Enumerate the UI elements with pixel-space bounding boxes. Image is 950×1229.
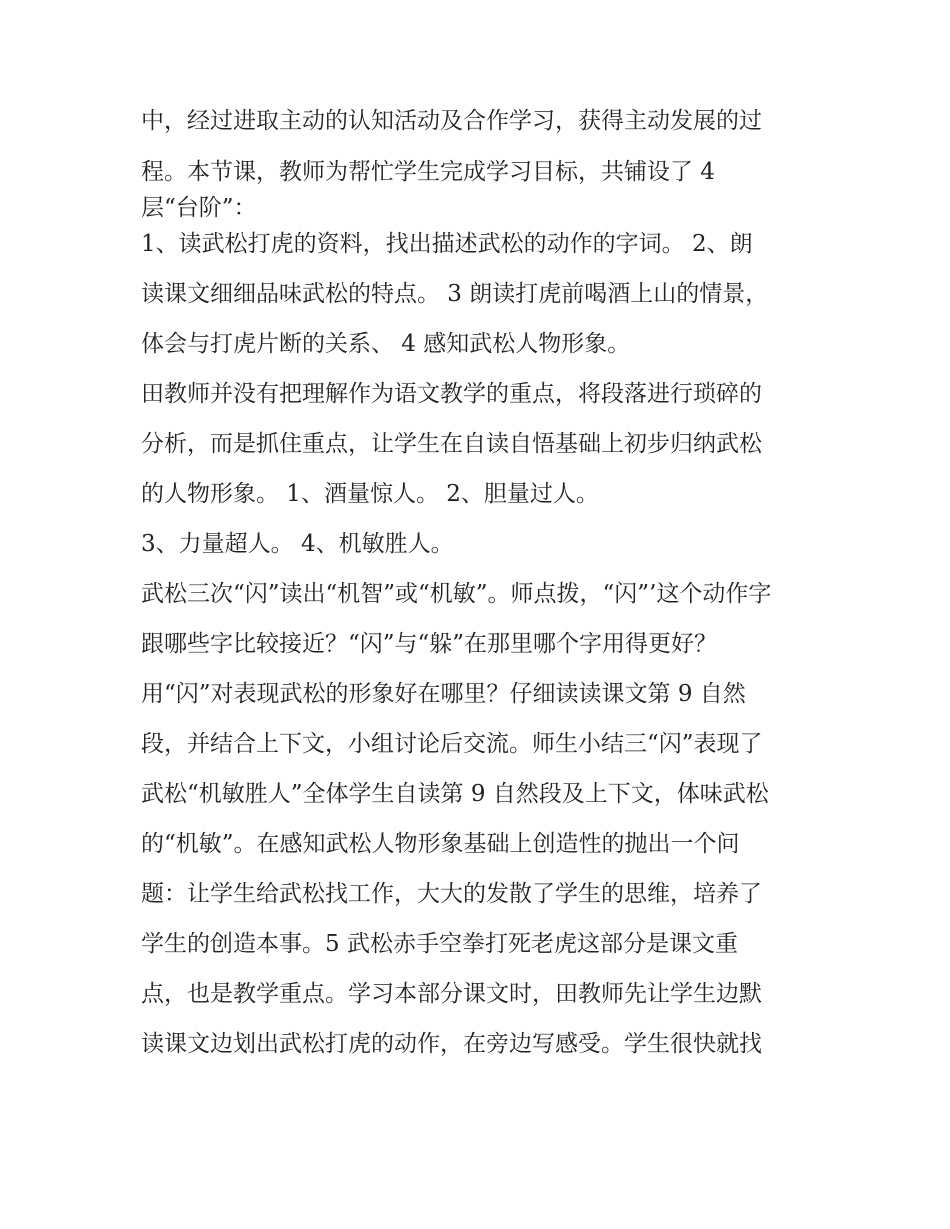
- text-line: 3、力量超人。 4、机敏胜人。: [141, 531, 454, 557]
- text-line: 点，也是教学重点。学习本部分课文时，田教师先让学生边默: [141, 981, 762, 1007]
- text-line: 读课文细细品味武松的特点。 3 朗读打虎前喝酒上山的情景，: [141, 281, 769, 307]
- text-line: 用“闪”对表现武松的形象好在哪里？仔细读读课文第 9 自然: [141, 681, 746, 707]
- text-line: 学生的创造本事。5 武松赤手空拳打死老虎这部分是课文重: [141, 931, 738, 957]
- text-line: 武松三次“闪”读出“机智”或“机敏”。师点拨，“闪”’这个动作字: [141, 581, 772, 607]
- text-line: 武松“机敏胜人”全体学生自读第 9 自然段及上下文，体味武松: [141, 781, 769, 807]
- text-line: 分析，而是抓住重点，让学生在自读自悟基础上初步归纳武松: [141, 431, 762, 457]
- text-line: 田教师并没有把理解作为语文教学的重点，将段落进行琐碎的: [141, 381, 762, 407]
- text-line: 中，经过进取主动的认知活动及合作学习，获得主动发展的过: [141, 108, 762, 134]
- text-line: 体会与打虎片断的关系、 4 感知武松人物形象。: [141, 331, 631, 357]
- text-line: 的人物形象。 1、酒量惊人。 2、胆量过人。: [141, 481, 599, 507]
- text-line: 层“台阶”：: [141, 195, 257, 221]
- text-line: 读课文边划出武松打虎的动作，在旁边写感受。学生很快就找: [141, 1031, 762, 1057]
- body-text: [141, 108, 821, 1057]
- text-line: 的“机敏”。在感知武松人物形象基础上创造性的抛出一个问: [141, 831, 740, 857]
- text-line: 题：让学生给武松找工作，大大的发散了学生的思维，培养了: [141, 881, 762, 907]
- text-line: 段，并结合上下文，小组讨论后交流。师生小结三“闪”表现了: [141, 731, 763, 757]
- text-line: 程。本节课，教师为帮忙学生完成学习目标，共铺设了 4: [141, 159, 715, 185]
- text-line: 跟哪些字比较接近？“闪”与“躲”在那里哪个字用得更好？: [141, 631, 718, 657]
- text-line: 1、读武松打虎的资料，找出描述武松的动作的字词。 2、朗: [141, 231, 753, 257]
